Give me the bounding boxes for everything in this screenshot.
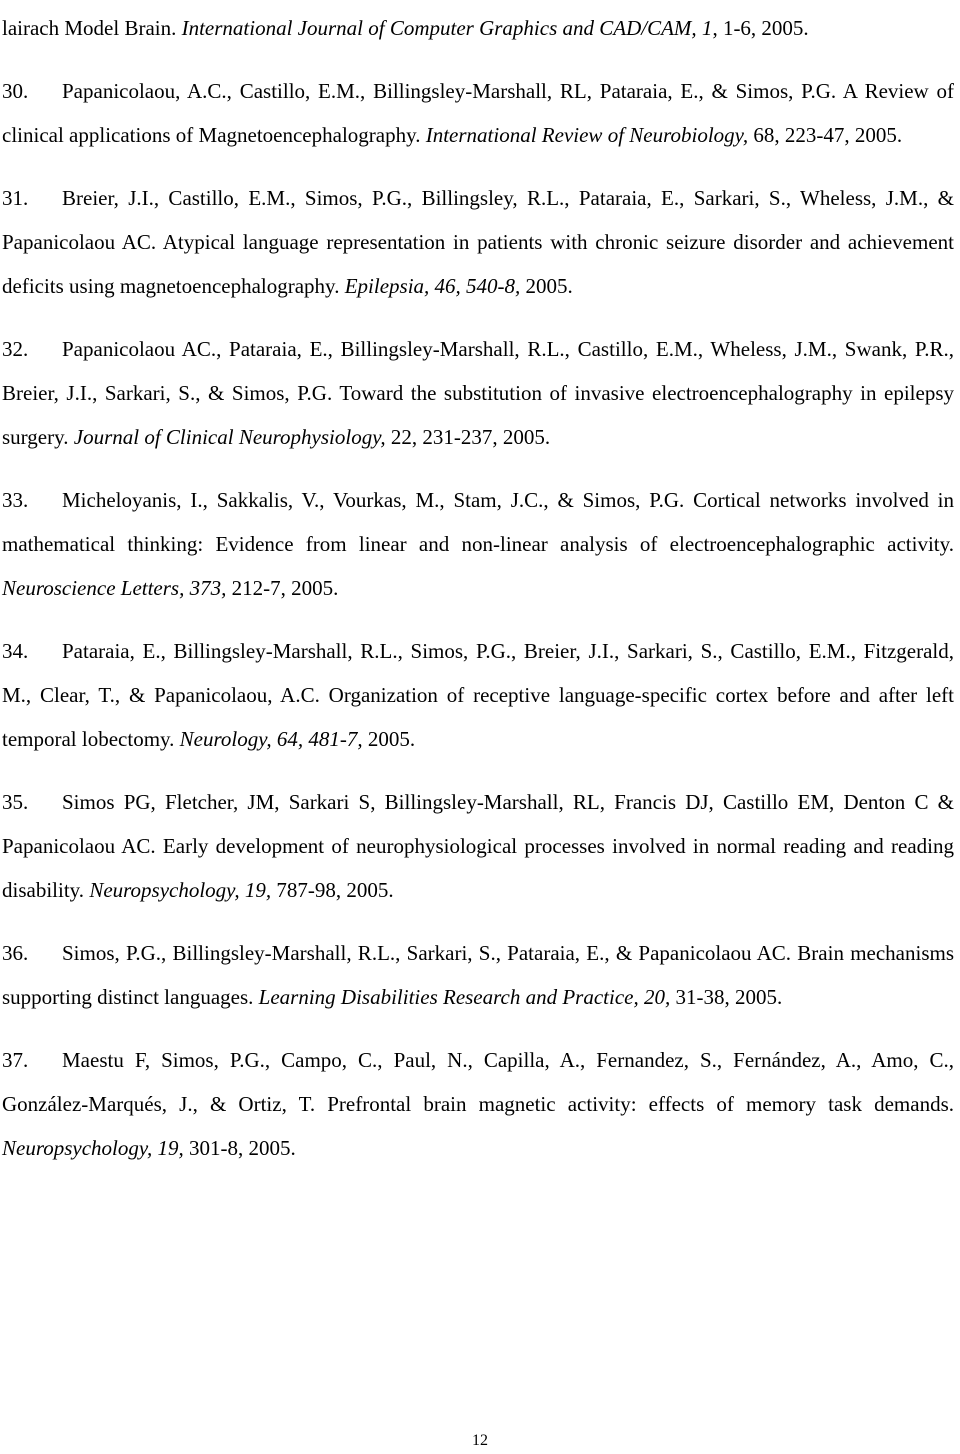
reference-list — [2, 6, 954, 1189]
reference-authors: Papanicolaou, A.C., Castillo, E.M., Billingsley-Marshall, RL, Pataraia, E., & Simos, P.G. A Review of clinical applications of Magnetoencephalography. — [2, 79, 954, 147]
reference-entry — [2, 327, 954, 459]
reference-tail: 68, 223-47, 2005. — [748, 123, 903, 147]
reference-authors: Breier, J.I., Castillo, E.M., Simos, P.G., Billingsley, R.L., Pataraia, E., Sarkari, S., Wheless, J.M., & Papanicolaou AC. Atypical language representation in patients with chronic seizure disorder and achievement deficits using magnetoencephalography. — [2, 186, 954, 298]
reference-entry — [2, 780, 954, 912]
reference-tail: , 1-6, 2005. — [712, 16, 809, 40]
reference-journal: Neuropsychology, 19, — [2, 1136, 184, 1160]
reference-journal: Learning Disabilities Research and Practice, 20, — [258, 985, 671, 1009]
reference-entry — [2, 6, 954, 50]
reference-tail: 212-7, 2005. — [226, 576, 339, 600]
reference-tail: 22, 231-237, 2005. — [385, 425, 551, 449]
reference-tail: 787-98, 2005. — [271, 878, 394, 902]
reference-journal: Neuroscience Letters, 373, — [2, 576, 227, 600]
reference-number: 32. — [2, 337, 29, 361]
reference-journal: Neuropsychology, 19, — [89, 878, 272, 902]
reference-journal: International Review of Neurobiology, — [425, 123, 749, 147]
reference-authors: Simos, P.G., Billingsley-Marshall, R.L., Sarkari, S., Pataraia, E., & Papanicolaou AC. Brain mechanisms supporting distinct languages. — [2, 941, 954, 1009]
reference-journal: International Journal of Computer Graphics and CAD/CAM, 1 — [181, 16, 713, 40]
reference-tail: 2005. — [520, 274, 573, 298]
reference-authors: Micheloyanis, I., Sakkalis, V., Vourkas, M., Stam, J.C., & Simos, P.G. Cortical networks involved in mathematical thinking: Evidence from linear and non-linear analysis of electroencephalographic activity. — [2, 488, 954, 556]
reference-number: 37. — [2, 1048, 29, 1072]
reference-authors: Simos PG, Fletcher, JM, Sarkari S, Billingsley-Marshall, RL, Francis DJ, Castillo EM, Denton C & Papanicolaou AC. Early development of neurophysiological processes involved in normal reading and reading disability. — [2, 790, 954, 902]
reference-entry — [2, 1038, 954, 1170]
reference-number: 31. — [2, 186, 29, 210]
reference-journal: Epilepsia, 46, 540-8, — [344, 274, 521, 298]
reference-entry — [2, 478, 954, 610]
reference-entry — [2, 931, 954, 1019]
reference-authors: Pataraia, E., Billingsley-Marshall, R.L., Simos, P.G., Breier, J.I., Sarkari, S., Castillo, E.M., Fitzgerald, M., Clear, T., & Papanicolaou, A.C. Organization of receptive language-specific cortex before and after left temporal lobectomy. — [2, 639, 954, 751]
reference-number: 34. — [2, 639, 29, 663]
reference-journal: Neurology, 64, 481-7, — [179, 727, 363, 751]
reference-entry — [2, 69, 954, 157]
reference-authors: Papanicolaou AC., Pataraia, E., Billingsley-Marshall, R.L., Castillo, E.M., Wheless, J.M., Swank, P.R., Breier, J.I., Sarkari, S., & Simos, P.G. Toward the substitution of invasive electroencephalography in epilepsy surgery. — [2, 337, 954, 449]
reference-number: 33. — [2, 488, 29, 512]
reference-tail: 301-8, 2005. — [183, 1136, 296, 1160]
reference-entry — [2, 176, 954, 308]
reference-authors: lairach Model Brain. — [2, 16, 182, 40]
reference-number: 30. — [2, 79, 29, 103]
reference-entry — [2, 629, 954, 761]
page-number: 12 — [472, 1432, 488, 1449]
reference-tail: 2005. — [362, 727, 416, 751]
reference-authors: Maestu F, Simos, P.G., Campo, C., Paul, N., Capilla, A., Fernandez, S., Fernández, A., Amo, C., González-Marqués, J., & Ortiz, T. Prefrontal brain magnetic activity: effects of memory task demands. — [2, 1048, 954, 1116]
reference-tail: 31-38, 2005. — [670, 985, 783, 1009]
reference-number: 35. — [2, 790, 29, 814]
reference-journal: Journal of Clinical Neurophysiology, — [73, 425, 386, 449]
reference-number: 36. — [2, 941, 29, 965]
